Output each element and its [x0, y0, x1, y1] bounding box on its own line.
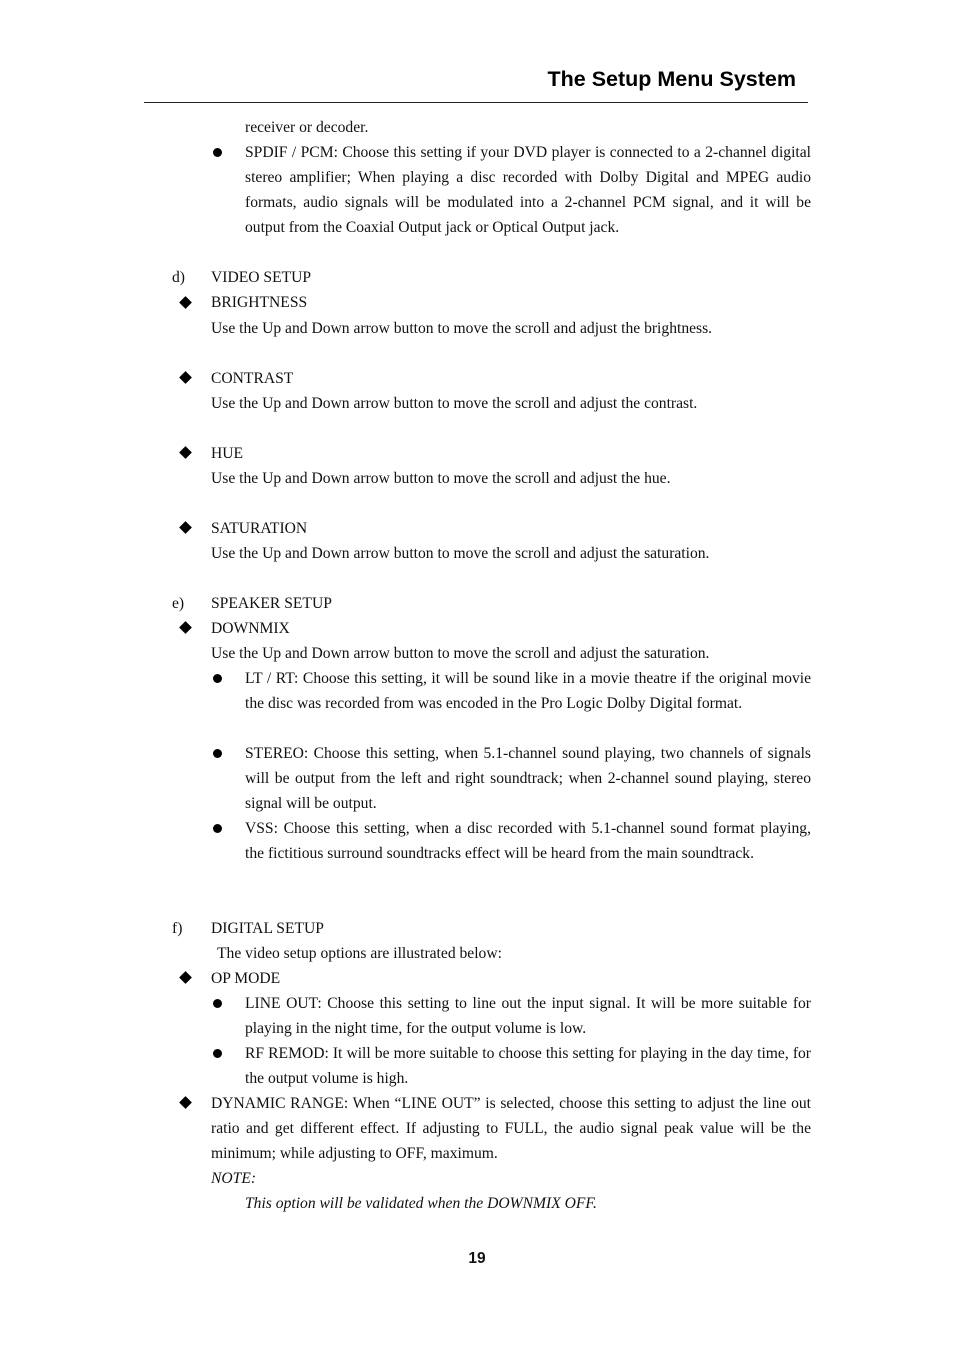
note-text: This option will be validated when the DOWNMIX OFF.: [245, 1195, 597, 1212]
bullet-dot-icon: [213, 148, 222, 157]
spdif-pcm-text: SPDIF / PCM: Choose this setting if your DVD player is connected to a 2-channel digital stereo amplifier; When playing a disc recorded with Dolby Digital and MPEG audio formats, audio signals will be modulated into a 2-channel PCM signal, and it will be output from the Coaxial Output jack or Optical Output jack.: [245, 144, 811, 236]
page-number: 19: [468, 1250, 486, 1267]
header-title: The Setup Menu System: [547, 67, 796, 91]
diamond-bullet-icon: [179, 1096, 192, 1109]
diamond-bullet-icon: [179, 521, 192, 534]
contrast-label: CONTRAST: [211, 370, 294, 387]
brightness-desc: Use the Up and Down arrow button to move the scroll and adjust the brightness.: [211, 320, 713, 337]
hue-label: HUE: [211, 445, 244, 462]
section-marker-d: d): [172, 269, 185, 286]
bullet-dot-icon: [213, 674, 222, 683]
diamond-bullet-icon: [179, 371, 192, 384]
contrast-desc: Use the Up and Down arrow button to move the scroll and adjust the contrast.: [211, 395, 698, 412]
hue-desc: Use the Up and Down arrow button to move the scroll and adjust the hue.: [211, 470, 671, 487]
diamond-bullet-icon: [179, 296, 192, 309]
digital-setup-intro: The video setup options are illustrated below:: [217, 945, 502, 962]
downmix-option-ltrt: LT / RT: Choose this setting, it will be sound like in a movie theatre if the original movie the disc was recorded from was encoded in the Pro Logic Dolby Digital format.: [245, 670, 811, 712]
digital-setup-heading: DIGITAL SETUP: [211, 920, 324, 937]
bullet-dot-icon: [213, 824, 222, 833]
intro-continuation: receiver or decoder.: [245, 119, 369, 136]
diamond-bullet-icon: [179, 971, 192, 984]
op-mode-line-out: LINE OUT: Choose this setting to line out the input signal. It will be more suitable for playing in the night time, for the output volume is low.: [245, 995, 811, 1037]
bullet-dot-icon: [213, 1049, 222, 1058]
bullet-dot-icon: [213, 749, 222, 758]
note-label: NOTE:: [211, 1170, 257, 1187]
downmix-option-vss: VSS: Choose this setting, when a disc recorded with 5.1-channel sound format playing, the fictitious surround soundtracks effect will be heard from the main soundtrack.: [245, 820, 811, 862]
brightness-label: BRIGHTNESS: [211, 294, 308, 311]
downmix-label: DOWNMIX: [211, 620, 290, 637]
saturation-label: SATURATION: [211, 520, 308, 537]
saturation-desc: Use the Up and Down arrow button to move the scroll and adjust the saturation.: [211, 545, 710, 562]
diamond-bullet-icon: [179, 621, 192, 634]
section-marker-f: f): [172, 920, 183, 937]
op-mode-rf-remod: RF REMOD: It will be more suitable to choose this setting for playing in the day time, for the output volume is high.: [245, 1045, 811, 1087]
speaker-setup-heading: SPEAKER SETUP: [211, 595, 332, 612]
op-mode-label: OP MODE: [211, 970, 281, 987]
bullet-dot-icon: [213, 999, 222, 1008]
diamond-bullet-icon: [179, 446, 192, 459]
section-marker-e: e): [172, 595, 185, 612]
downmix-desc: Use the Up and Down arrow button to move the scroll and adjust the saturation.: [211, 645, 710, 662]
video-setup-heading: VIDEO SETUP: [211, 269, 312, 286]
page-header: [144, 64, 808, 103]
dynamic-range-text: DYNAMIC RANGE: When “LINE OUT” is selected, choose this setting to adjust the line out ratio and get different effect. If adjusting to FULL, the audio signal peak value will be the minimum; while adjusting to OFF, maximum.: [211, 1095, 811, 1162]
downmix-option-stereo: STEREO: Choose this setting, when 5.1-channel sound playing, two channels of signals will be output from the left and right soundtrack; when 2-channel sound playing, stereo signal will be output.: [245, 745, 811, 812]
